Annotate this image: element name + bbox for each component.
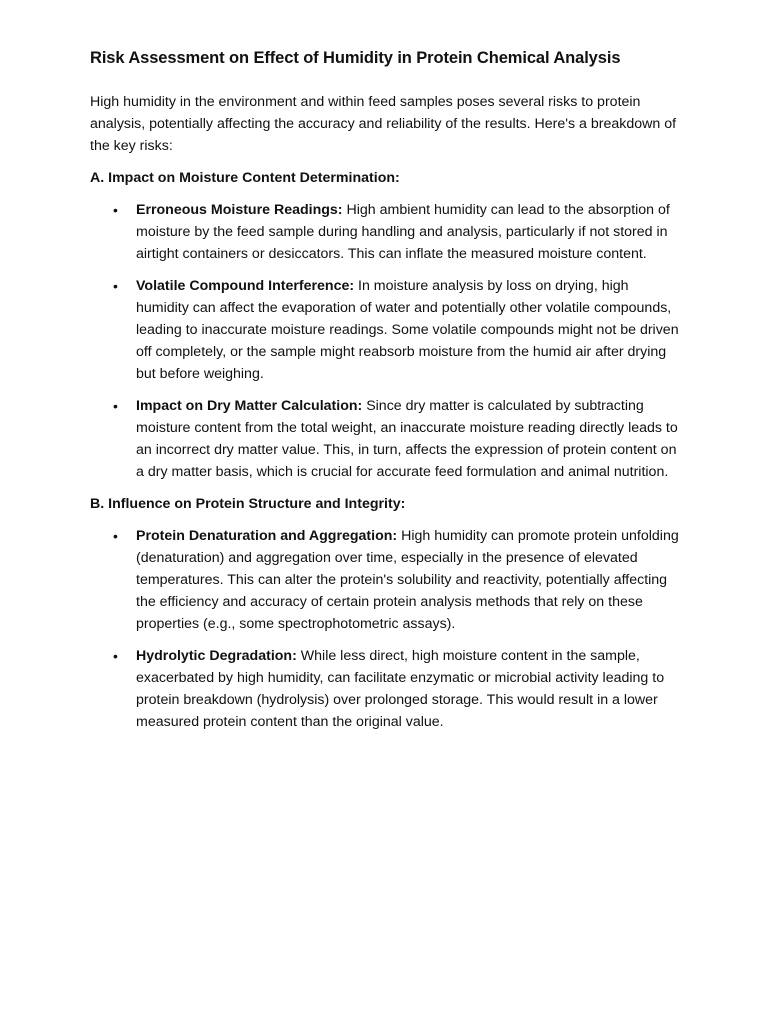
section-heading: A. Impact on Moisture Content Determination:: [90, 170, 400, 186]
list-item: [90, 275, 680, 385]
item-text: While less direct, high moisture content in the sample, exacerbated by high humidity, can facilitate enzymatic or microbial activity leading to protein breakdown (hydrolysis) over prolonged storage. This would result in a lower measured protein content than the original value.: [136, 648, 665, 730]
section-a: [90, 167, 680, 483]
bullet-list: [90, 525, 680, 733]
item-lead: Protein Denaturation and Aggregation:: [136, 528, 398, 544]
intro-paragraph: High humidity in the environment and within feed samples poses several risks to protein analysis, potentially affecting the accuracy and reliability of the results. Here's a breakdown of the key risks:: [90, 94, 677, 154]
list-item: [90, 525, 680, 635]
list-item: [90, 645, 680, 733]
bullet-icon: •: [113, 202, 118, 218]
item-text: High ambient humidity can lead to the absorption of moisture by the feed sample during handling and analysis, particularly if not stored in airtight containers or desiccators. This can inflate the measured moisture content.: [136, 202, 670, 262]
section-heading: B. Influence on Protein Structure and Integrity:: [90, 496, 406, 512]
item-text: In moisture analysis by loss on drying, high humidity can affect the evaporation of water and potentially other volatile compounds, leading to inaccurate moisture readings. Some volatile compounds might not be driven off completely, or the sample might reabsorb moisture from the humid air after drying but before weighing.: [136, 278, 679, 382]
item-text: Since dry matter is calculated by subtracting moisture content from the total weight, an inaccurate moisture reading directly leads to an incorrect dry matter value. This, in turn, affects the expression of protein content on a dry matter basis, which is crucial for accurate feed formulation and animal nutrition.: [136, 398, 678, 480]
item-lead: Hydrolytic Degradation:: [136, 648, 297, 664]
list-item: [90, 199, 680, 265]
bullet-icon: •: [113, 528, 118, 544]
item-text: High humidity can promote protein unfolding (denaturation) and aggregation over time, especially in the presence of elevated temperatures. This can alter the protein's solubility and reactivity, potentially affecting the efficiency and accuracy of certain protein analysis methods that rely on these properties (e.g., some spectrophotometric assays).: [136, 528, 679, 632]
bullet-list: [90, 199, 680, 483]
bullet-icon: •: [113, 648, 118, 664]
item-lead: Volatile Compound Interference:: [136, 278, 355, 294]
document-title: Risk Assessment on Effect of Humidity in Protein Chemical Analysis: [90, 49, 621, 67]
item-lead: Impact on Dry Matter Calculation:: [136, 398, 363, 414]
section-b: [90, 493, 680, 733]
list-item: [90, 395, 680, 483]
item-lead: Erroneous Moisture Readings:: [136, 202, 343, 218]
bullet-icon: •: [113, 398, 118, 414]
bullet-icon: •: [113, 278, 118, 294]
